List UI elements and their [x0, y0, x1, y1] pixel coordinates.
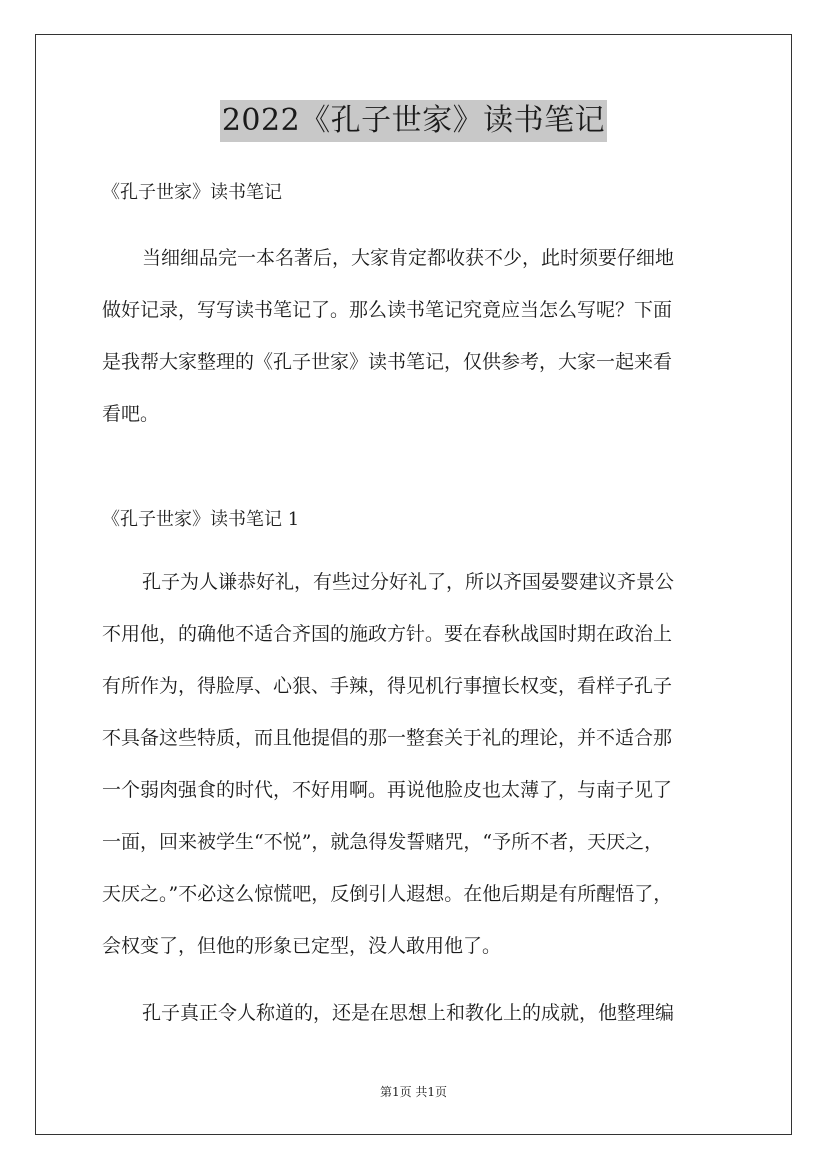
para1-line: 一面，回来被学生“不悦”，就急得发誓赌咒，“予所不者，天厌之， [102, 831, 664, 853]
intro-paragraph [102, 232, 730, 440]
para1-line: 天厌之。”不必这么惊慌吧，反倒引人遐想。在他后期是有所醒悟了， [102, 883, 673, 905]
heading-1: 《孔子世家》读书笔记 [102, 182, 282, 203]
para1-line: 有所作为，得脸厚、心狠、手辣，得见机行事擅长权变，看样子孔子 [102, 675, 673, 697]
paragraph-1 [102, 556, 730, 972]
para1-line: 不具备这些特质，而且他提倡的那一整套关于礼的理论，并不适合那 [102, 727, 673, 749]
intro-line: 是我帮大家整理的《孔子世家》读书笔记，仅供参考，大家一起来看 [102, 351, 673, 373]
intro-line: 做好记录，写写读书笔记了。那么读书笔记究竟应当怎么写呢？下面 [102, 299, 673, 321]
paragraph-2 [102, 987, 730, 1039]
para1-line: 孔子为人谦恭好礼，有些过分好礼了，所以齐国晏婴建议齐景公 [142, 571, 675, 593]
para1-line: 一个弱肉强食的时代，不好用啊。再说他脸皮也太薄了，与南子见了 [102, 779, 673, 801]
intro-line: 当细细品完一本名著后，大家肯定都收获不少，此时须要仔细地 [142, 247, 675, 269]
title-container [0, 100, 827, 142]
page-number: 第1页 共1页 [379, 1085, 448, 1099]
para1-line: 会权变了，但他的形象已定型，没人敢用他了。 [102, 935, 502, 957]
para2-line: 孔子真正令人称道的，还是在思想上和教化上的成就，他整理编 [142, 1002, 675, 1024]
intro-line: 看吧。 [102, 403, 160, 425]
heading-2: 《孔子世家》读书笔记 1 [102, 509, 300, 530]
document-title: 2022《孔子世家》读书笔记 [220, 100, 607, 142]
para1-line: 不用他，的确他不适合齐国的施政方针。要在春秋战国时期在政治上 [102, 623, 673, 645]
